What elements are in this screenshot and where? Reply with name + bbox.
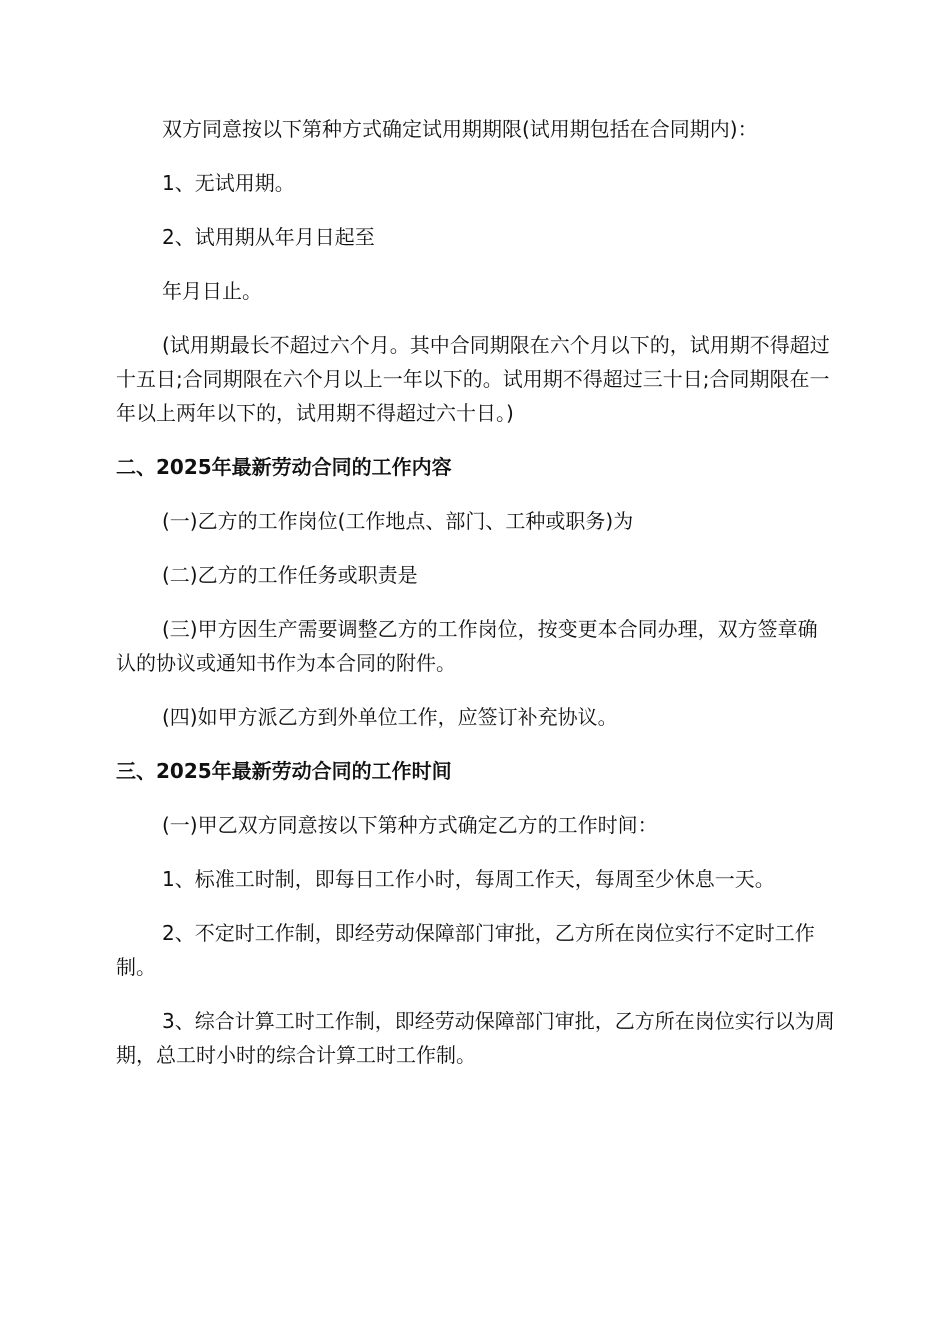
paragraph-probation-from: 2、试用期从年月日起至 [162,225,375,249]
paragraph-work-position: (一)乙方的工作岗位(工作地点、部门、工种或职务)为 [162,509,634,533]
paragraph-no-probation: 1、无试用期。 [162,171,295,195]
paragraph-flexible-hours: 2、不定时工作制，即经劳动保障部门审批，乙方所在岗位实行不定时工作制。 [116,921,815,979]
paragraph-position-adjustment: (三)甲方因生产需要调整乙方的工作岗位，按变更本合同办理，双方签章确认的协议或通知书作为本合同的附件。 [116,617,818,675]
paragraph-work-time-intro: (一)甲乙双方同意按以下第种方式确定乙方的工作时间： [162,813,658,837]
document-page [116,112,836,1072]
paragraph-probation-intro: 双方同意按以下第种方式确定试用期期限(试用期包括在合同期内)： [162,117,758,141]
paragraph-comprehensive-hours: 3、综合计算工时工作制，即经劳动保障部门审批，乙方所在岗位实行以为周期，总工时小时的综合计算工时工作制。 [116,1009,835,1067]
section-heading-work-content: 二、2025年最新劳动合同的工作内容 [116,455,452,479]
paragraph-probation-until: 年月日止。 [162,279,262,303]
paragraph-work-duties: (二)乙方的工作任务或职责是 [162,563,418,587]
paragraph-external-assignment: (四)如甲方派乙方到外单位工作，应签订补充协议。 [162,705,618,729]
paragraph-standard-hours: 1、标准工时制，即每日工作小时，每周工作天，每周至少休息一天。 [162,867,775,891]
section-heading-work-time: 三、2025年最新劳动合同的工作时间 [116,759,452,783]
paragraph-probation-limits: (试用期最长不超过六个月。其中合同期限在六个月以下的，试用期不得超过十五日;合同期限在六个月以上一年以下的。试用期不得超过三十日;合同期限在一年以上两年以下的，试用期不得超过六十日。) [116,333,830,425]
